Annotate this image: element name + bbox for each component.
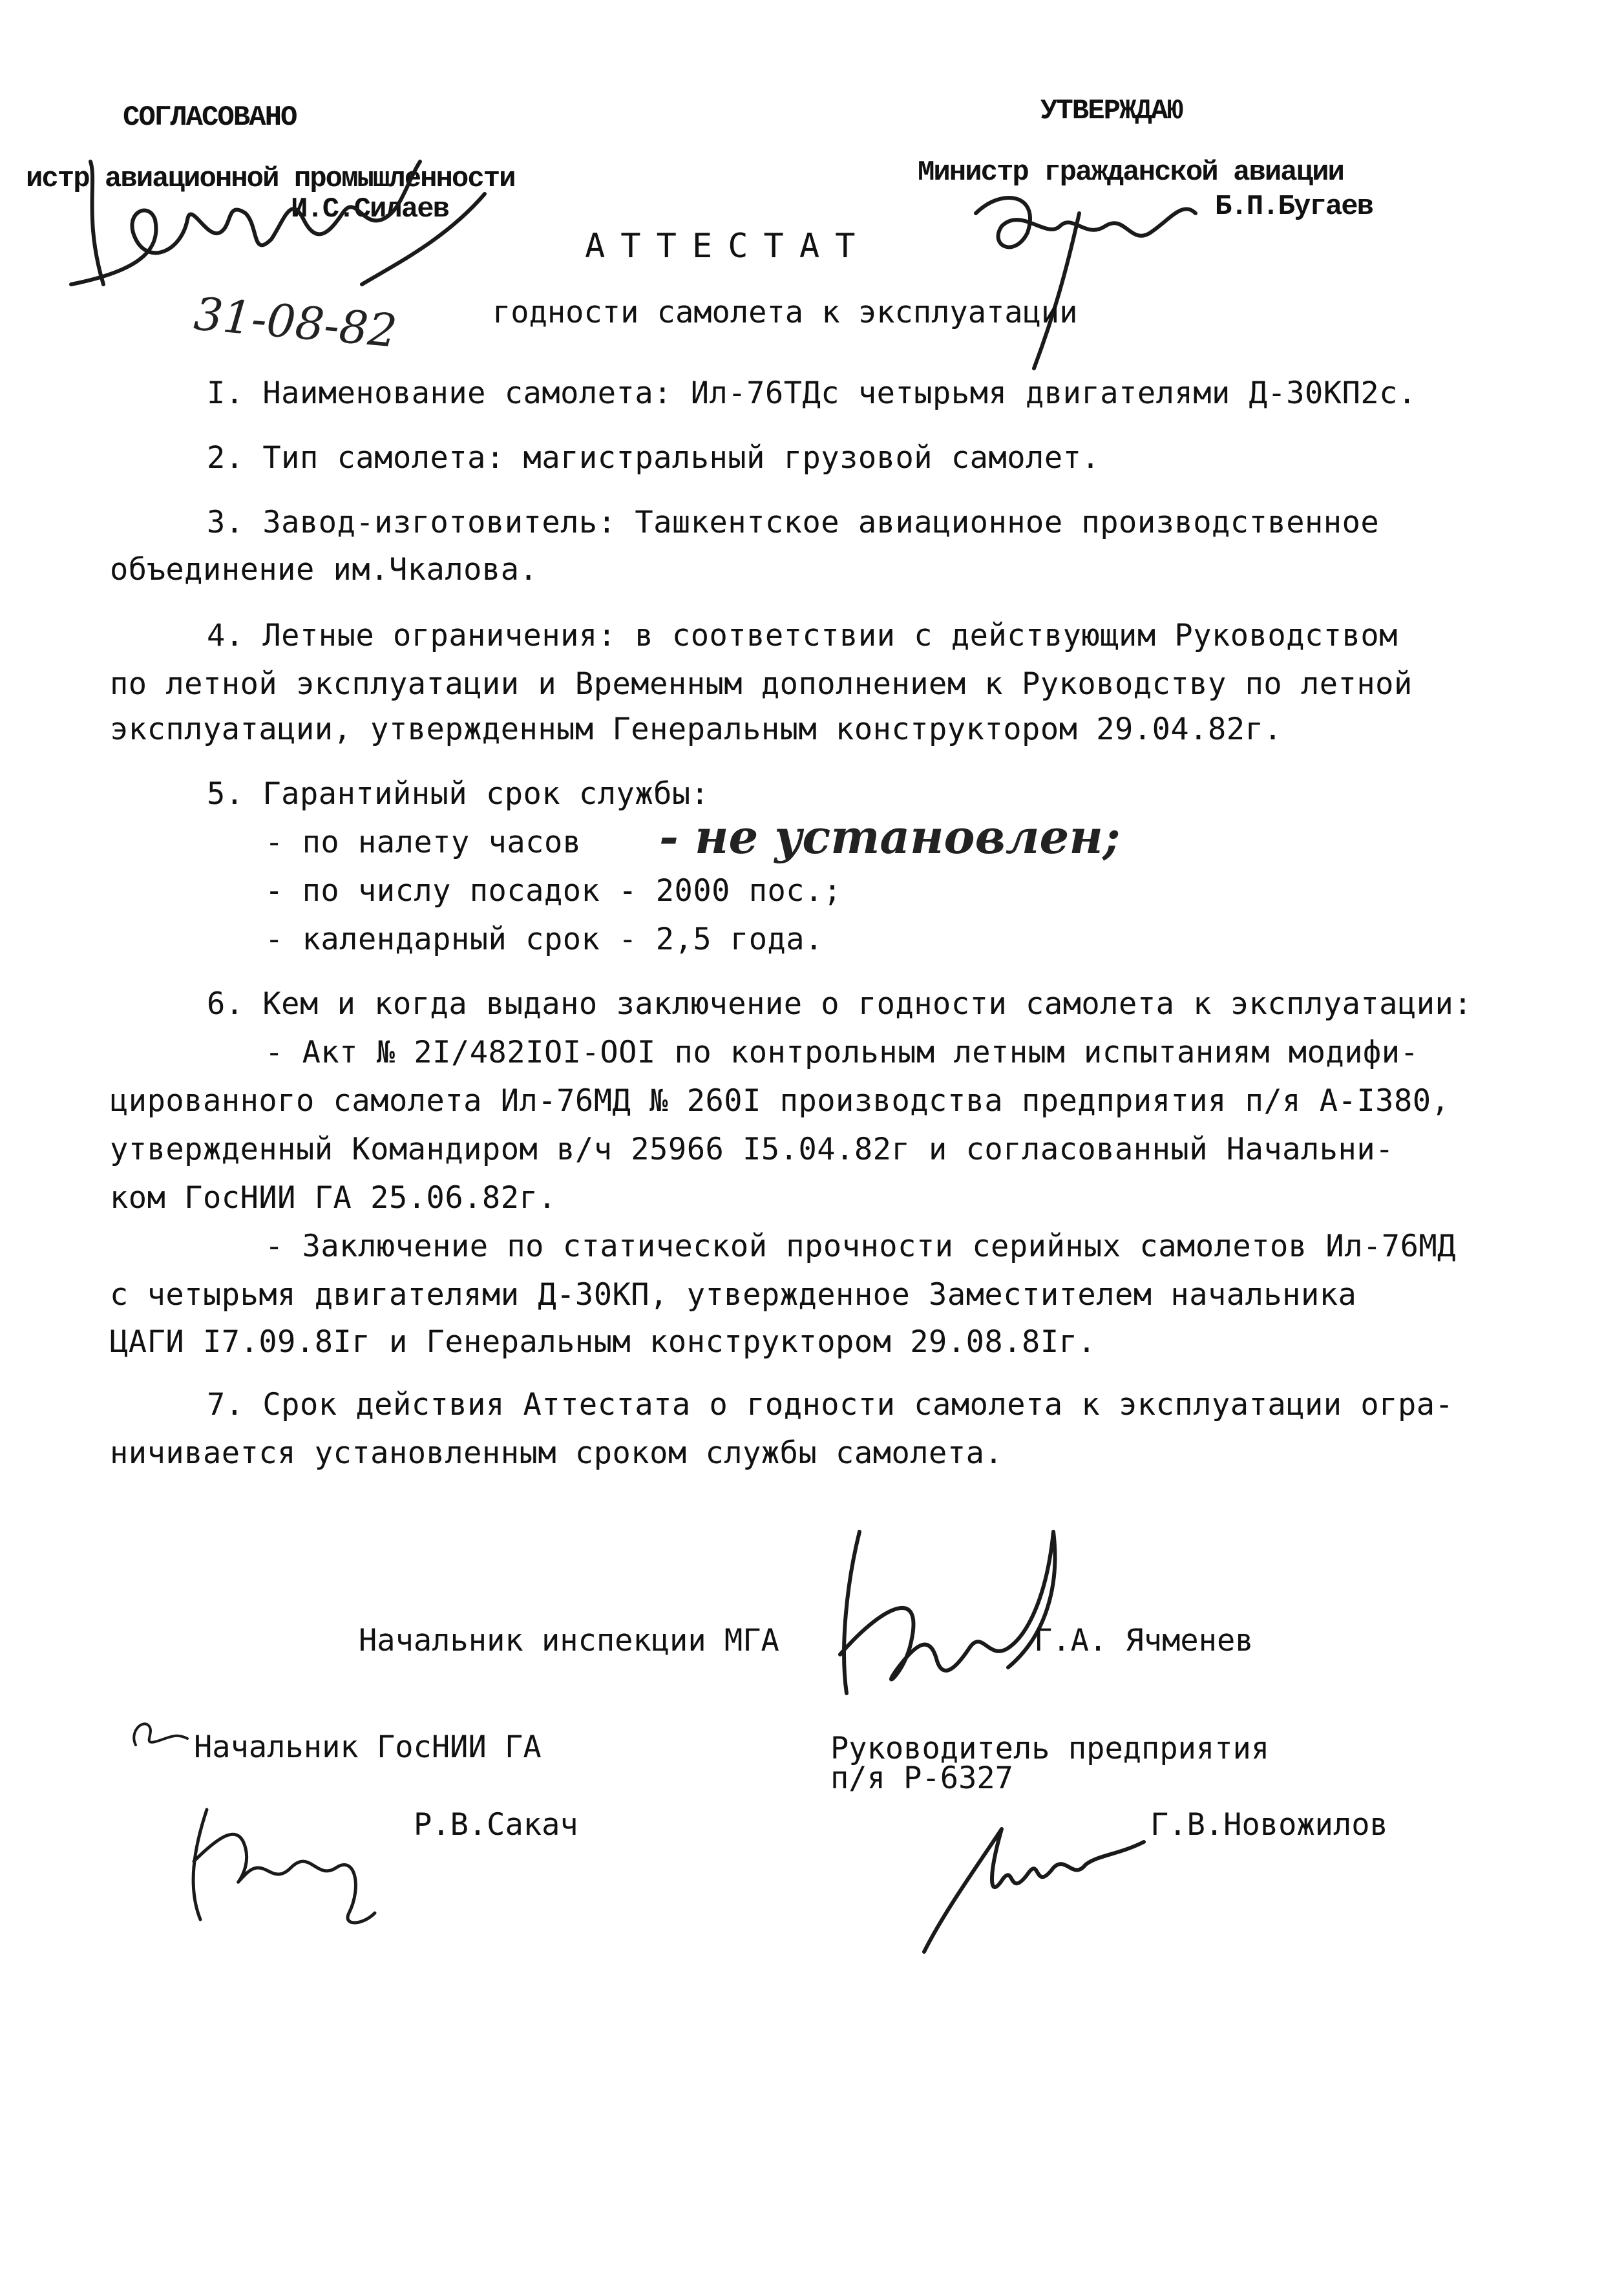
item-3-line-1: 3. Завод-изготовитель: Ташкентское авиационное производственное: [207, 505, 1380, 540]
item-1: I. Наименование самолета: Ил-76ТДс четырьмя двигателями Д-30КП2с.: [207, 375, 1417, 411]
item-5-sub-1-label: - по налету часов: [265, 825, 582, 860]
approval-title-left: СОГЛАСОВАНО: [123, 101, 297, 134]
item-5-sub-1-value-handwritten: - не установлен;: [659, 809, 1121, 864]
enterprise-position-line-1: Руководитель предприятия: [830, 1731, 1270, 1766]
item-6-a-line-1: - Акт № 2I/482IOI-OOI по контрольным летным испытаниям модифи-: [265, 1035, 1419, 1070]
item-4-line-1: 4. Летные ограничения: в соответствии с действующим Руководством: [207, 618, 1398, 653]
handwritten-date: 31-08-82: [192, 287, 399, 358]
signature-novozhilov: [905, 1803, 1157, 1958]
item-6-b-line-2: с четырьмя двигателями Д-30КП, утвержденное Заместителем начальника: [110, 1277, 1357, 1313]
approval-position-right: Министр гражданской авиации: [918, 156, 1344, 189]
item-5-sub-2: - по числу посадок - 2000 пос.;: [265, 873, 842, 909]
signature-yachmenev: [801, 1506, 1099, 1713]
item-6-b-line-3: ЦАГИ I7.09.8Iг и Генеральным конструктором 29.08.8Iг.: [110, 1324, 1097, 1360]
approval-name-right: Б.П.Бугаев: [1215, 191, 1373, 223]
item-3-line-2: объединение им.Чкалова.: [110, 552, 538, 587]
gosnii-name: Р.В.Сакач: [414, 1807, 578, 1843]
approval-position-left: истр авиационной промышленности: [26, 163, 515, 195]
gosnii-position: Начальник ГосНИИ ГА: [194, 1729, 542, 1765]
item-6-heading: 6. Кем и когда выдано заключение о годности самолета к эксплуатации:: [207, 986, 1473, 1022]
document-title: АТТЕСТАТ: [585, 227, 871, 266]
item-7-line-1: 7. Срок действия Аттестата о годности самолета к эксплуатации огра-: [207, 1387, 1454, 1422]
inspection-name: Г.А. Ячменев: [1034, 1623, 1254, 1658]
item-4-line-3: эксплуатации, утвержденным Генеральным конструктором 29.04.82г.: [110, 712, 1283, 747]
signature-sakach: [168, 1784, 401, 1939]
approval-name-left: И.С.Силаев: [291, 193, 449, 226]
item-6-a-line-4: ком ГосНИИ ГА 25.06.82г.: [110, 1180, 557, 1216]
enterprise-name: Г.В.Новожилов: [1150, 1807, 1388, 1843]
signature-silaev: [58, 123, 498, 317]
item-6-a-line-3: утвержденный Командиром в/ч 25966 I5.04.82г и согласованный Начальни-: [110, 1132, 1394, 1167]
signature-bugaev: [950, 162, 1208, 375]
item-5-heading: 5. Гарантийный срок службы:: [207, 776, 710, 812]
item-6-a-line-2: цированного самолета Ил-76МД № 260I производства предприятия п/я А-I380,: [110, 1083, 1450, 1119]
document-subtitle: годности самолета к эксплуатации: [492, 295, 1078, 330]
item-5-sub-3: - календарный срок - 2,5 года.: [265, 922, 823, 957]
item-7-line-2: ничивается установленным сроком службы самолета.: [110, 1435, 1004, 1471]
item-2: 2. Тип самолета: магистральный грузовой самолет.: [207, 440, 1101, 476]
item-4-line-2: по летной эксплуатации и Временным дополнением к Руководству по летной: [110, 666, 1413, 702]
item-6-b-line-1: - Заключение по статической прочности серийных самолетов Ил-76МД: [265, 1229, 1456, 1264]
approval-title-right: УТВЕРЖДАЮ: [1040, 95, 1183, 127]
enterprise-position-line-2: п/я Р-6327: [830, 1760, 1013, 1796]
initials-mark: [123, 1713, 194, 1758]
inspection-position: Начальник инспекции МГА: [359, 1623, 779, 1658]
